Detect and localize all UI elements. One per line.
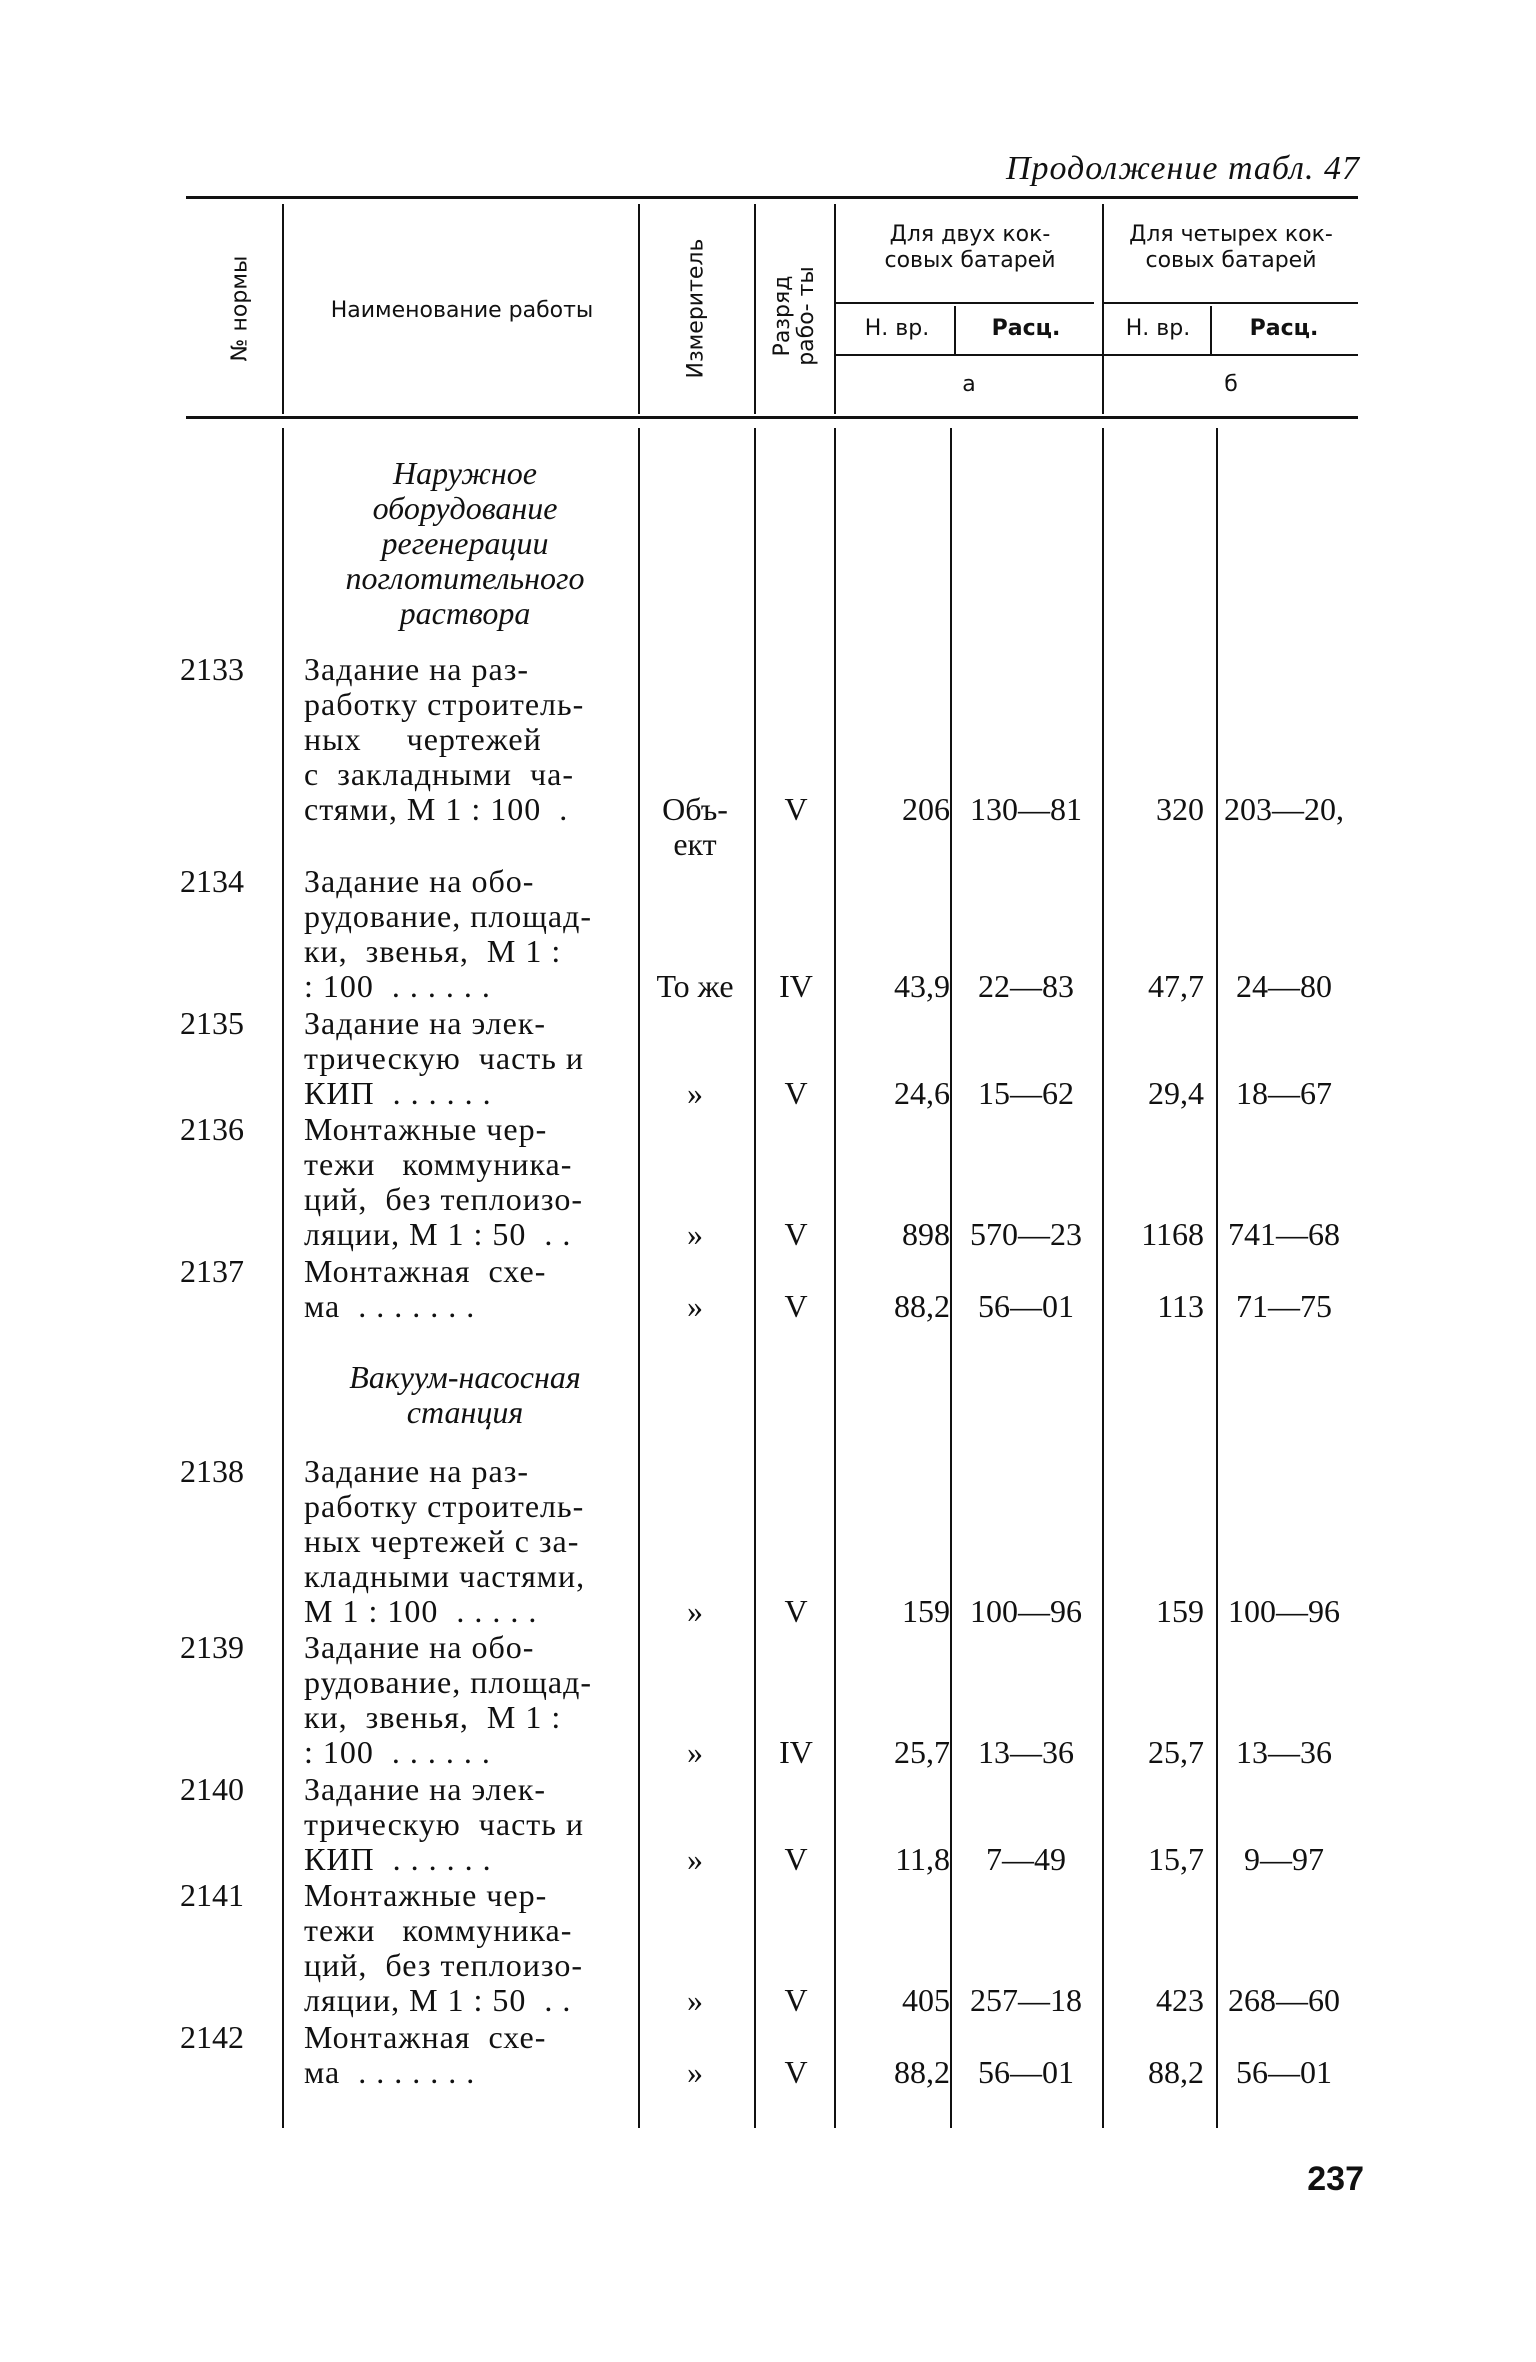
norm-time-two: 405 xyxy=(902,1982,950,2018)
norm-time-two: 88,2 xyxy=(894,1288,950,1324)
unit-cell: » xyxy=(687,2054,703,2090)
norm-time-four: 159 xyxy=(1156,1593,1204,1629)
norm-time-four: 29,4 xyxy=(1148,1075,1204,1111)
norm-number: 2136 xyxy=(180,1111,244,1147)
body-divider-name xyxy=(282,428,284,2128)
grade-cell: V xyxy=(784,1075,808,1111)
unit-cell: » xyxy=(687,1593,703,1629)
norm-time-four: 88,2 xyxy=(1148,2054,1204,2090)
work-name: Задание на раз- работку строитель- ных чертежей с закладными ча- стями, М 1 : 100 . xyxy=(304,651,585,827)
grade-cell: V xyxy=(784,2054,808,2090)
norm-number: 2141 xyxy=(180,1877,244,1913)
norm-number: 2138 xyxy=(180,1453,244,1489)
grade-cell: V xyxy=(784,791,808,827)
work-name: Монтажная схе- ма . . . . . . . xyxy=(304,2019,547,2090)
norm-time-two: 24,6 xyxy=(894,1075,950,1111)
unit-cell: То же xyxy=(656,968,734,1004)
header-divider-7 xyxy=(1210,306,1212,354)
section-title-vacuum-pump-station: Вакуум-насосная станция xyxy=(349,1359,581,1430)
grade-cell: V xyxy=(784,1216,808,1252)
table-top-rule xyxy=(186,196,1358,199)
norm-time-four: 15,7 xyxy=(1148,1841,1204,1877)
header-rasc-a: Расц. xyxy=(991,316,1061,341)
grade-cell: V xyxy=(784,1288,808,1324)
rate-two: 570—23 xyxy=(970,1216,1082,1252)
unit-cell: » xyxy=(687,1075,703,1111)
header-group-two: Для двух кок- совых батарей xyxy=(884,222,1056,273)
norm-time-two: 88,2 xyxy=(894,2054,950,2090)
header-letter-b: б xyxy=(1224,372,1238,397)
norm-time-two: 206 xyxy=(902,791,950,827)
header-work-name: Наименование работы xyxy=(330,298,594,323)
unit-cell: » xyxy=(687,1216,703,1252)
rate-two: 100—96 xyxy=(970,1593,1082,1629)
nvr-subrule xyxy=(836,354,1358,356)
unit-cell: » xyxy=(687,1734,703,1770)
work-name: Монтажная схе- ма . . . . . . . xyxy=(304,1253,547,1324)
norm-time-two: 159 xyxy=(902,1593,950,1629)
norm-time-four: 47,7 xyxy=(1148,968,1204,1004)
norm-number: 2135 xyxy=(180,1005,244,1041)
unit-cell: » xyxy=(687,1288,703,1324)
unit-cell: Объ- ект xyxy=(662,791,728,862)
grade-cell: V xyxy=(784,1593,808,1629)
norm-time-two: 25,7 xyxy=(894,1734,950,1770)
header-group-four: Для четырех кок- совых батарей xyxy=(1129,222,1333,273)
group-four-subrule xyxy=(1104,302,1358,304)
rate-four: 203—20, xyxy=(1224,791,1344,827)
work-name: Задание на раз- работку строитель- ных чертежей с за- кладными частями, М 1 : 100 . . . . . xyxy=(304,1453,586,1629)
rate-four: 71—75 xyxy=(1236,1288,1332,1324)
norm-number: 2134 xyxy=(180,863,244,899)
header-nvr-b: Н. вр. xyxy=(1125,316,1191,341)
norm-time-four: 113 xyxy=(1157,1288,1204,1324)
rate-two: 56—01 xyxy=(978,1288,1074,1324)
work-name: Задание на обо- рудование, площад- ки, звенья, М 1 : : 100 . . . . . . xyxy=(304,863,593,1004)
section-title-outdoor-equipment: Наружное оборудование регенерации поглотительного раствора xyxy=(345,455,585,631)
norm-time-four: 423 xyxy=(1156,1982,1204,2018)
rate-two: 7—49 xyxy=(986,1841,1066,1877)
grade-cell: V xyxy=(784,1982,808,2018)
norm-time-two: 43,9 xyxy=(894,968,950,1004)
header-divider-6 xyxy=(954,306,956,354)
header-rasc-b: Расц. xyxy=(1249,316,1319,341)
work-name: Монтажные чер- тежи коммуника- ций, без теплоизо- ляции, М 1 : 50 . . xyxy=(304,1877,583,2018)
work-name: Задание на элек- трическую часть и КИП . . . . . . xyxy=(304,1771,584,1877)
norm-time-four: 320 xyxy=(1156,791,1204,827)
rate-two: 22—83 xyxy=(978,968,1074,1004)
header-nvr-a: Н. вр. xyxy=(864,316,930,341)
rate-two: 56—01 xyxy=(978,2054,1074,2090)
rate-four: 268—60 xyxy=(1228,1982,1340,2018)
grade-cell: IV xyxy=(779,1734,813,1770)
norm-number: 2140 xyxy=(180,1771,244,1807)
rate-two: 130—81 xyxy=(970,791,1082,827)
header-divider-3 xyxy=(754,204,756,414)
header-unit: Измеритель xyxy=(683,238,709,379)
header-bottom-rule xyxy=(186,416,1358,419)
rate-four: 56—01 xyxy=(1236,2054,1332,2090)
unit-cell: » xyxy=(687,1982,703,2018)
grade-cell: IV xyxy=(779,968,813,1004)
rate-four: 9—97 xyxy=(1244,1841,1324,1877)
rate-two: 257—18 xyxy=(970,1982,1082,2018)
header-grade: Разряд рабо- ты xyxy=(770,266,819,366)
rate-four: 24—80 xyxy=(1236,968,1332,1004)
work-name: Монтажные чер- тежи коммуника- ций, без теплоизо- ляции, М 1 : 50 . . xyxy=(304,1111,583,1252)
header-divider-1 xyxy=(282,204,284,414)
rate-two: 15—62 xyxy=(978,1075,1074,1111)
norm-number: 2137 xyxy=(180,1253,244,1289)
norm-number: 2133 xyxy=(180,651,244,687)
rate-four: 18—67 xyxy=(1236,1075,1332,1111)
rate-four: 100—96 xyxy=(1228,1593,1340,1629)
grade-cell: V xyxy=(784,1841,808,1877)
group-two-subrule xyxy=(836,302,1094,304)
header-letter-a: а xyxy=(962,372,976,397)
norm-time-two: 11,8 xyxy=(895,1841,950,1877)
norm-number: 2139 xyxy=(180,1629,244,1665)
unit-cell: » xyxy=(687,1841,703,1877)
work-name: Задание на элек- трическую часть и КИП . . . . . . xyxy=(304,1005,584,1111)
norm-number: 2142 xyxy=(180,2019,244,2055)
norm-time-two: 898 xyxy=(902,1216,950,1252)
page-number: 237 xyxy=(1307,2160,1364,2198)
header-divider-2 xyxy=(638,204,640,414)
rate-two: 13—36 xyxy=(978,1734,1074,1770)
rate-four: 741—68 xyxy=(1228,1216,1340,1252)
norm-time-four: 25,7 xyxy=(1148,1734,1204,1770)
continuation-title: Продолжение табл. 47 xyxy=(1005,150,1360,187)
norm-time-four: 1168 xyxy=(1141,1216,1204,1252)
rate-four: 13—36 xyxy=(1236,1734,1332,1770)
work-name: Задание на обо- рудование, площад- ки, звенья, М 1 : : 100 . . . . . . xyxy=(304,1629,593,1770)
header-norm-number: № нормы xyxy=(227,255,253,362)
